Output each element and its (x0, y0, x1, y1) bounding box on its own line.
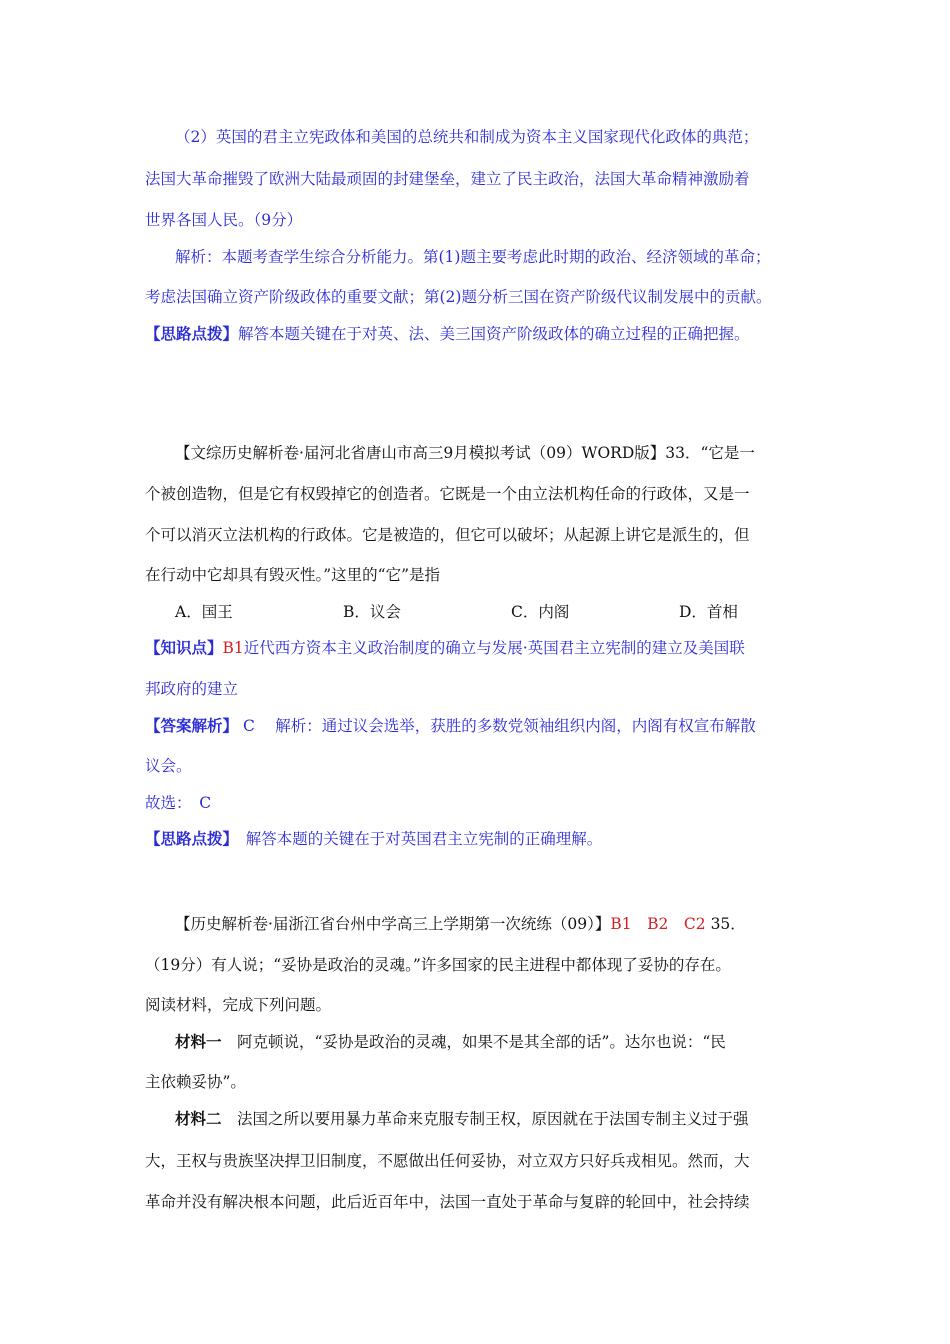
answer-line-1: （2）英国的君主立宪政体和美国的总统共和制成为资本主义国家现代化政体的典范； (175, 128, 759, 146)
answer-analysis-text: C 解析：通过议会选举，获胜的多数党领袖组织内阁，内阁有权宣布解散 (238, 717, 756, 735)
q33-hint-line (145, 829, 602, 849)
q35-number: 35． (705, 915, 746, 933)
q33-line-2: 个被创造物，但是它有权毁掉它的创造者。它既是一个由立法机构任命的行政体，又是一 (145, 485, 750, 503)
material-2-line-3: 革命并没有解决根本问题，此后近百年中，法国一直处于革命与复辟的轮回中，社会持续 (145, 1193, 750, 1211)
answer-analysis-line-1 (145, 716, 756, 736)
knowledge-line-1 (145, 638, 745, 658)
q35-line-1 (175, 914, 746, 934)
answer-line-3: 世界各国人民。（9分） (145, 211, 303, 229)
q33-line-3: 个可以消灭立法机构的行政体。它是被造的，但它可以破坏；从起源上讲它是派生的，但 (145, 526, 750, 544)
option-a: A．国王 (175, 603, 233, 621)
material-2-line-2: 大，王权与贵族坚决捍卫旧制度，不愿做出任何妥协，对立双方只好兵戎相见。然而，大 (145, 1152, 750, 1170)
choose-line: 故选： C (145, 794, 212, 812)
material-1-line-1 (175, 1032, 726, 1052)
material-1-label: 材料一 (175, 1032, 222, 1051)
material-2-label: 材料二 (175, 1109, 222, 1128)
option-c: C．内阁 (511, 603, 570, 621)
analysis-line-1: 解析：本题考查学生综合分析能力。第(1)题主要考虑此时期的政治、经济领域的革命； (175, 248, 771, 266)
q33-hint-tag: 【思路点拨】 (145, 829, 231, 848)
q35-source: 【历史解析卷·届浙江省台州中学高三上学期第一次统练（09）】 (175, 915, 611, 933)
knowledge-text: 近代西方资本主义政治制度的确立与发展·英国君主立宪制的建立及美国联 (243, 639, 745, 657)
q35-line-2: （19分）有人说；“妥协是政治的灵魂。”许多国家的民主进程中都体现了妥协的存在。 (145, 956, 731, 974)
material-1-line-2: 主依赖妥协”。 (145, 1073, 246, 1091)
hint-line (145, 324, 750, 344)
q35-codes: B1 B2 C2 (610, 915, 706, 933)
knowledge-line-2: 邦政府的建立 (145, 680, 239, 698)
material-2-line-1 (175, 1109, 749, 1129)
material-2-text: 法国之所以要用暴力革命来克服专制王权，原因就在于法国专制主义过于强 (221, 1110, 749, 1128)
q33-line-1: 【文综历史解析卷·届河北省唐山市高三9月模拟考试（09）WORD版】33．“它是一 (175, 444, 755, 462)
hint-text: 解答本题关键在于对英、法、美三国资产阶级政体的确立过程的正确把握。 (238, 325, 750, 343)
answer-analysis-line-2: 议会。 (145, 757, 192, 775)
material-1-text: 阿克顿说，“妥协是政治的灵魂，如果不是其全部的话”。达尔也说：“民 (221, 1033, 726, 1051)
hint-tag: 【思路点拨】 (145, 324, 239, 343)
analysis-line-2: 考虑法国确立资产阶级政体的重要文献；第(2)题分析三国在资产阶级代议制发展中的贡献。 (145, 288, 772, 306)
q33-hint-text: 解答本题的关键在于对英国君主立宪制的正确理解。 (230, 830, 603, 848)
q35-line-3: 阅读材料，完成下列问题。 (145, 996, 332, 1014)
q33-line-4: 在行动中它却具有毁灭性。”这里的“它”是指 (145, 566, 441, 584)
answer-line-2: 法国大革命摧毁了欧洲大陆最顽固的封建堡垒，建立了民主政治，法国大革命精神激励着 (145, 170, 750, 188)
knowledge-code: B1 (222, 639, 244, 657)
option-d: D．首相 (679, 603, 738, 621)
knowledge-tag: 【知识点】 (145, 638, 223, 657)
option-b: B．议会 (343, 603, 401, 621)
answer-analysis-tag: 【答案解析】 (145, 716, 239, 735)
